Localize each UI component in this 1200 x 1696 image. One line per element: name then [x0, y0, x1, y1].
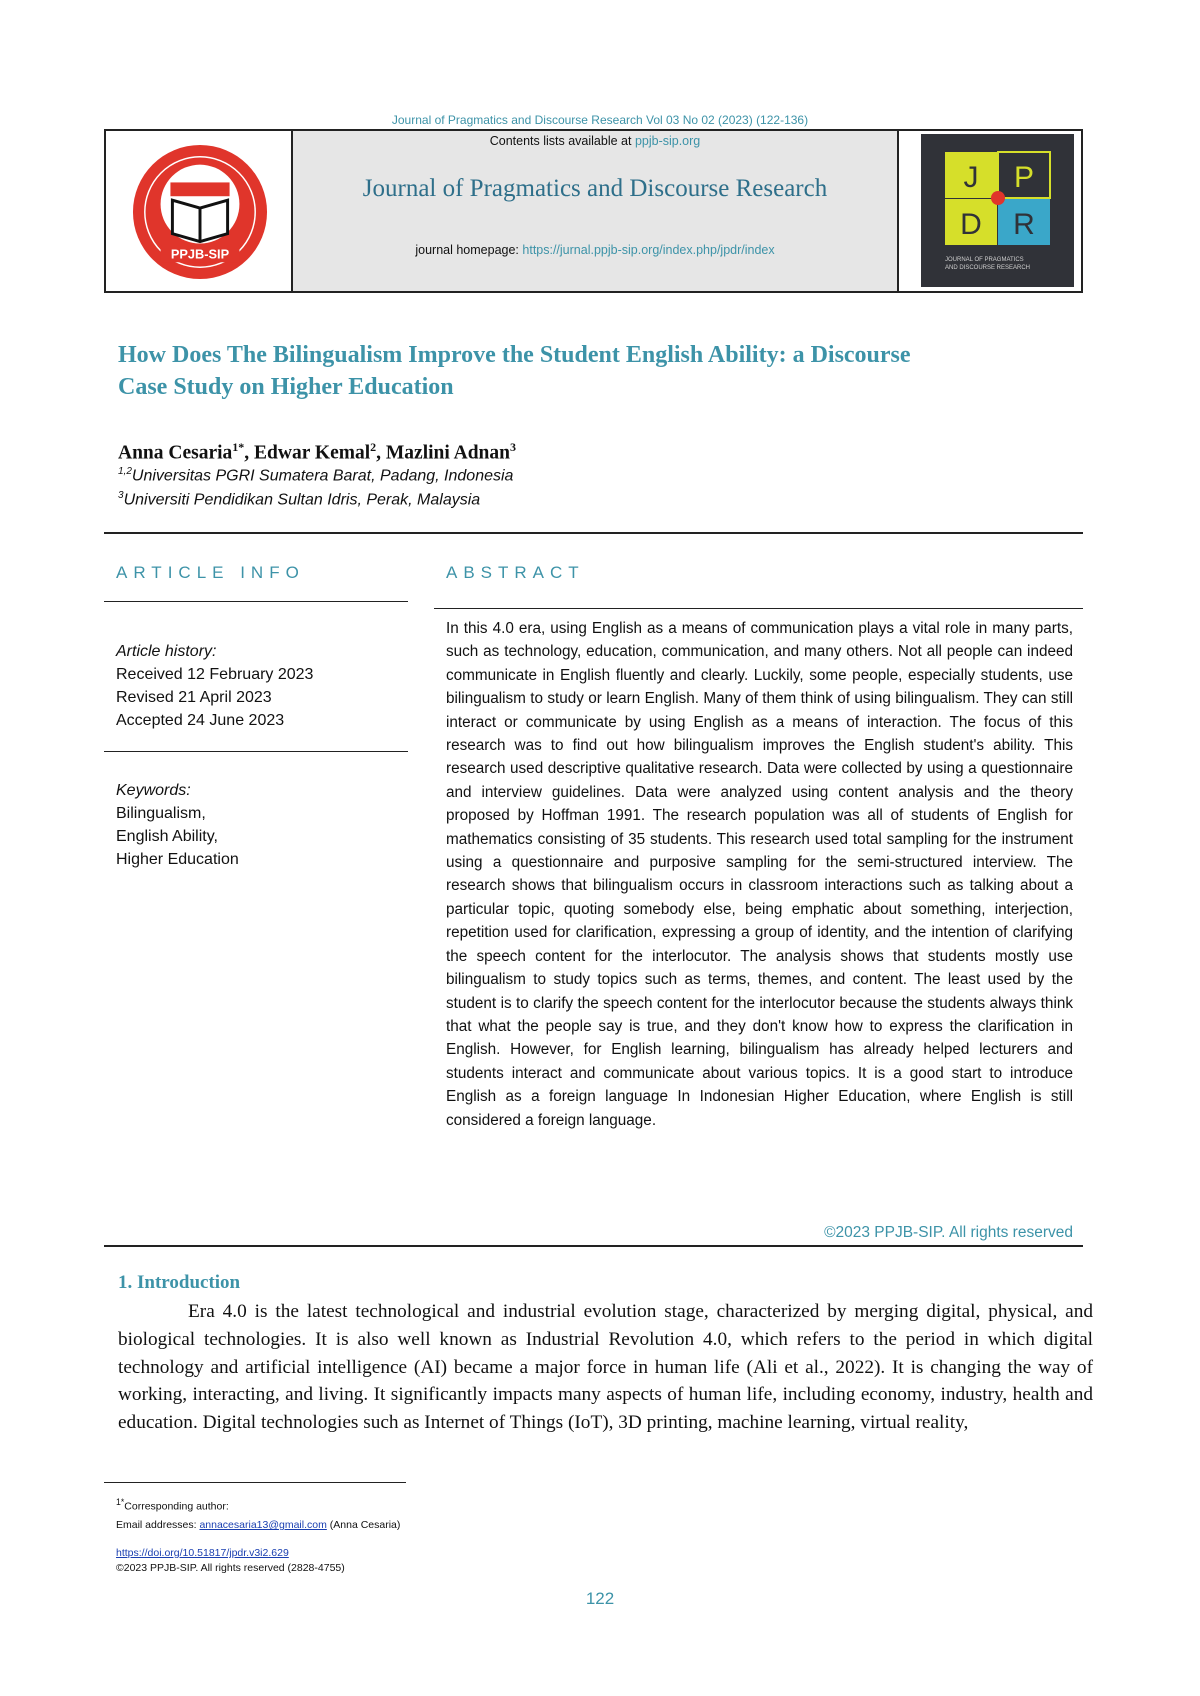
affiliation-1: $^{1,2}$Universitas PGRI Sumatera Barat, Padang, Indonesia [118, 466, 514, 485]
paper-title [118, 339, 1088, 403]
author-sup: 1* [232, 440, 245, 454]
corresponding-author-note: $^{1*}$Corresponding author: [116, 1497, 229, 1513]
title-line-2: Case Study on Higher Education [118, 374, 454, 400]
title-line-1: How Does The Bilingualism Improve the Student English Ability: a Discourse [118, 342, 911, 368]
author-list: Anna Cesaria$^{1*}$, Edwar Kemal$^2$, Mazlini Adnan$^3$ [118, 440, 516, 464]
author-name: Mazlini Adnan [385, 442, 510, 464]
article-info-heading: ARTICLE INFO [116, 563, 305, 582]
header-center-panel [291, 131, 899, 291]
issn-line: ©2023 PPJB-SIP. All rights reserved (2828-4755) [116, 1562, 345, 1574]
cover-letter-p: P [1013, 161, 1035, 194]
journal-cover-image [921, 134, 1074, 287]
author-sup: 2 [370, 440, 377, 454]
introduction-heading: 1. Introduction [118, 1272, 241, 1293]
divider [104, 532, 1083, 534]
journal-name: Journal of Pragmatics and Discourse Research [362, 175, 828, 202]
introduction-paragraph: Era 4.0 is the latest technological and industrial evolution stage, characterized by merging digital, physical, and biological technologies. It is also well known as Industrial Revolution 4.0, which refers to the period in which digital technology and artificial intelligence (AI) became a major force in human life (Ali et al., 2022). It is changing the way of working, interacting, and living. It significantly impacts many aspects of human life, including economy, industry, health and education. Digital technologies such as Internet of Things (IoT), 3D printing, machine learning, virtual reality, [118, 1301, 1093, 1434]
page-number: 122 [585, 1589, 615, 1608]
ppjb-sip-logo [131, 143, 269, 281]
keyword-item: Higher Education [116, 851, 239, 868]
keywords-label: Keywords: [116, 782, 191, 799]
logo-text: PPJB-SIP [170, 246, 230, 262]
keyword-item: Bilingualism, [116, 805, 206, 822]
doi-line [116, 1547, 289, 1559]
affiliation-2: $^3$Universiti Pendidikan Sultan Idris, Perak, Malaysia [118, 490, 481, 509]
keyword-item: English Ability, [116, 828, 218, 845]
author-sup: 3 [509, 440, 516, 454]
accepted-date: Accepted 24 June 2023 [116, 712, 285, 729]
homepage-link[interactable]: https://jurnal.ppjb-sip.org/index.php/jpdr/index [522, 243, 775, 257]
cover-letter-r: R [1013, 208, 1035, 241]
running-head: Journal of Pragmatics and Discourse Research Vol 03 No 02 (2023) (122-136) [391, 113, 809, 127]
cover-letter-j: J [963, 161, 979, 194]
footnote-divider [104, 1482, 406, 1483]
divider [104, 751, 408, 752]
divider [104, 601, 408, 602]
homepage-line: journal homepage: https://jurnal.ppjb-sip.org/index.php/jpdr/index [415, 243, 775, 257]
email-line: Email addresses: annacesaria13@gmail.com (Anna Cesaria) [116, 1519, 401, 1531]
journal-header-box [104, 129, 1083, 293]
cover-caption-1: JOURNAL OF PRAGMATICS [945, 257, 1024, 263]
contents-link[interactable]: ppjb-sip.org [634, 134, 701, 148]
cover-letter-d: D [960, 208, 982, 241]
email-link[interactable]: annacesaria13@gmail.com [199, 1519, 327, 1531]
doi-link[interactable]: https://doi.org/10.51817/jpdr.v3i2.629 [116, 1547, 289, 1559]
author-name: Edwar Kemal [254, 442, 371, 464]
contents-line: Contents lists available at ppjb-sip.org [489, 134, 701, 148]
article-history-label: Article history: [116, 643, 217, 660]
abstract-body: In this 4.0 era, using English as a means of communication plays a vital role in many parts, such as technology, education, communication, and many others. Not all people can indeed communicate in English fluently and clearly. Luckily, some people, especially students, use bilingualism to study or learn English. Many of them think of using bilingualism. They can still interact or communicate by using English as a means of interaction. The focus of this research was to find out how bilingualism improves the English student's ability. This research used descriptive qualitative research. Data were collected by using a questionnaire and interview guidelines. Data were analyzed using content analysis and the theory proposed by Hoffman 1991. The research population was all of students of English for mathematics consisting of 35 students. This research used total sampling for the instrument using a questionnaire and purposive sampling for the semi-structured interview. The research shows that bilingualism occurs in classroom interactions such as talking about a particular topic, quoting somebody else, being emphatic about something, interjection, repetition used for clarification, expressing a group of identity, and the intention of clarifying the speech content for the interlocutor. The analysis shows that students mostly use bilingualism to study topics such as terms, themes, and content. The least used by the student is to clarify the speech content for the interlocutor because the students always think that what the people say is true, and they don't know how to express the clarification in English. However, for English learning, bilingualism has already helped lecturers and students interact and communicate about various topics. It is a good start to introduce English as a foreign language In Indonesian Higher Education, where English is still considered a foreign language. [446, 620, 1073, 1129]
received-date: Received 12 February 2023 [116, 666, 314, 683]
copyright-notice: ©2023 PPJB-SIP. All rights reserved [824, 1224, 1073, 1241]
author-name: Anna Cesaria [118, 442, 233, 464]
abstract-heading: ABSTRACT [446, 563, 585, 582]
divider [434, 608, 1083, 609]
revised-date: Revised 21 April 2023 [116, 689, 272, 706]
cover-caption-2: AND DISCOURSE RESEARCH [945, 265, 1031, 271]
divider [104, 1245, 1083, 1247]
